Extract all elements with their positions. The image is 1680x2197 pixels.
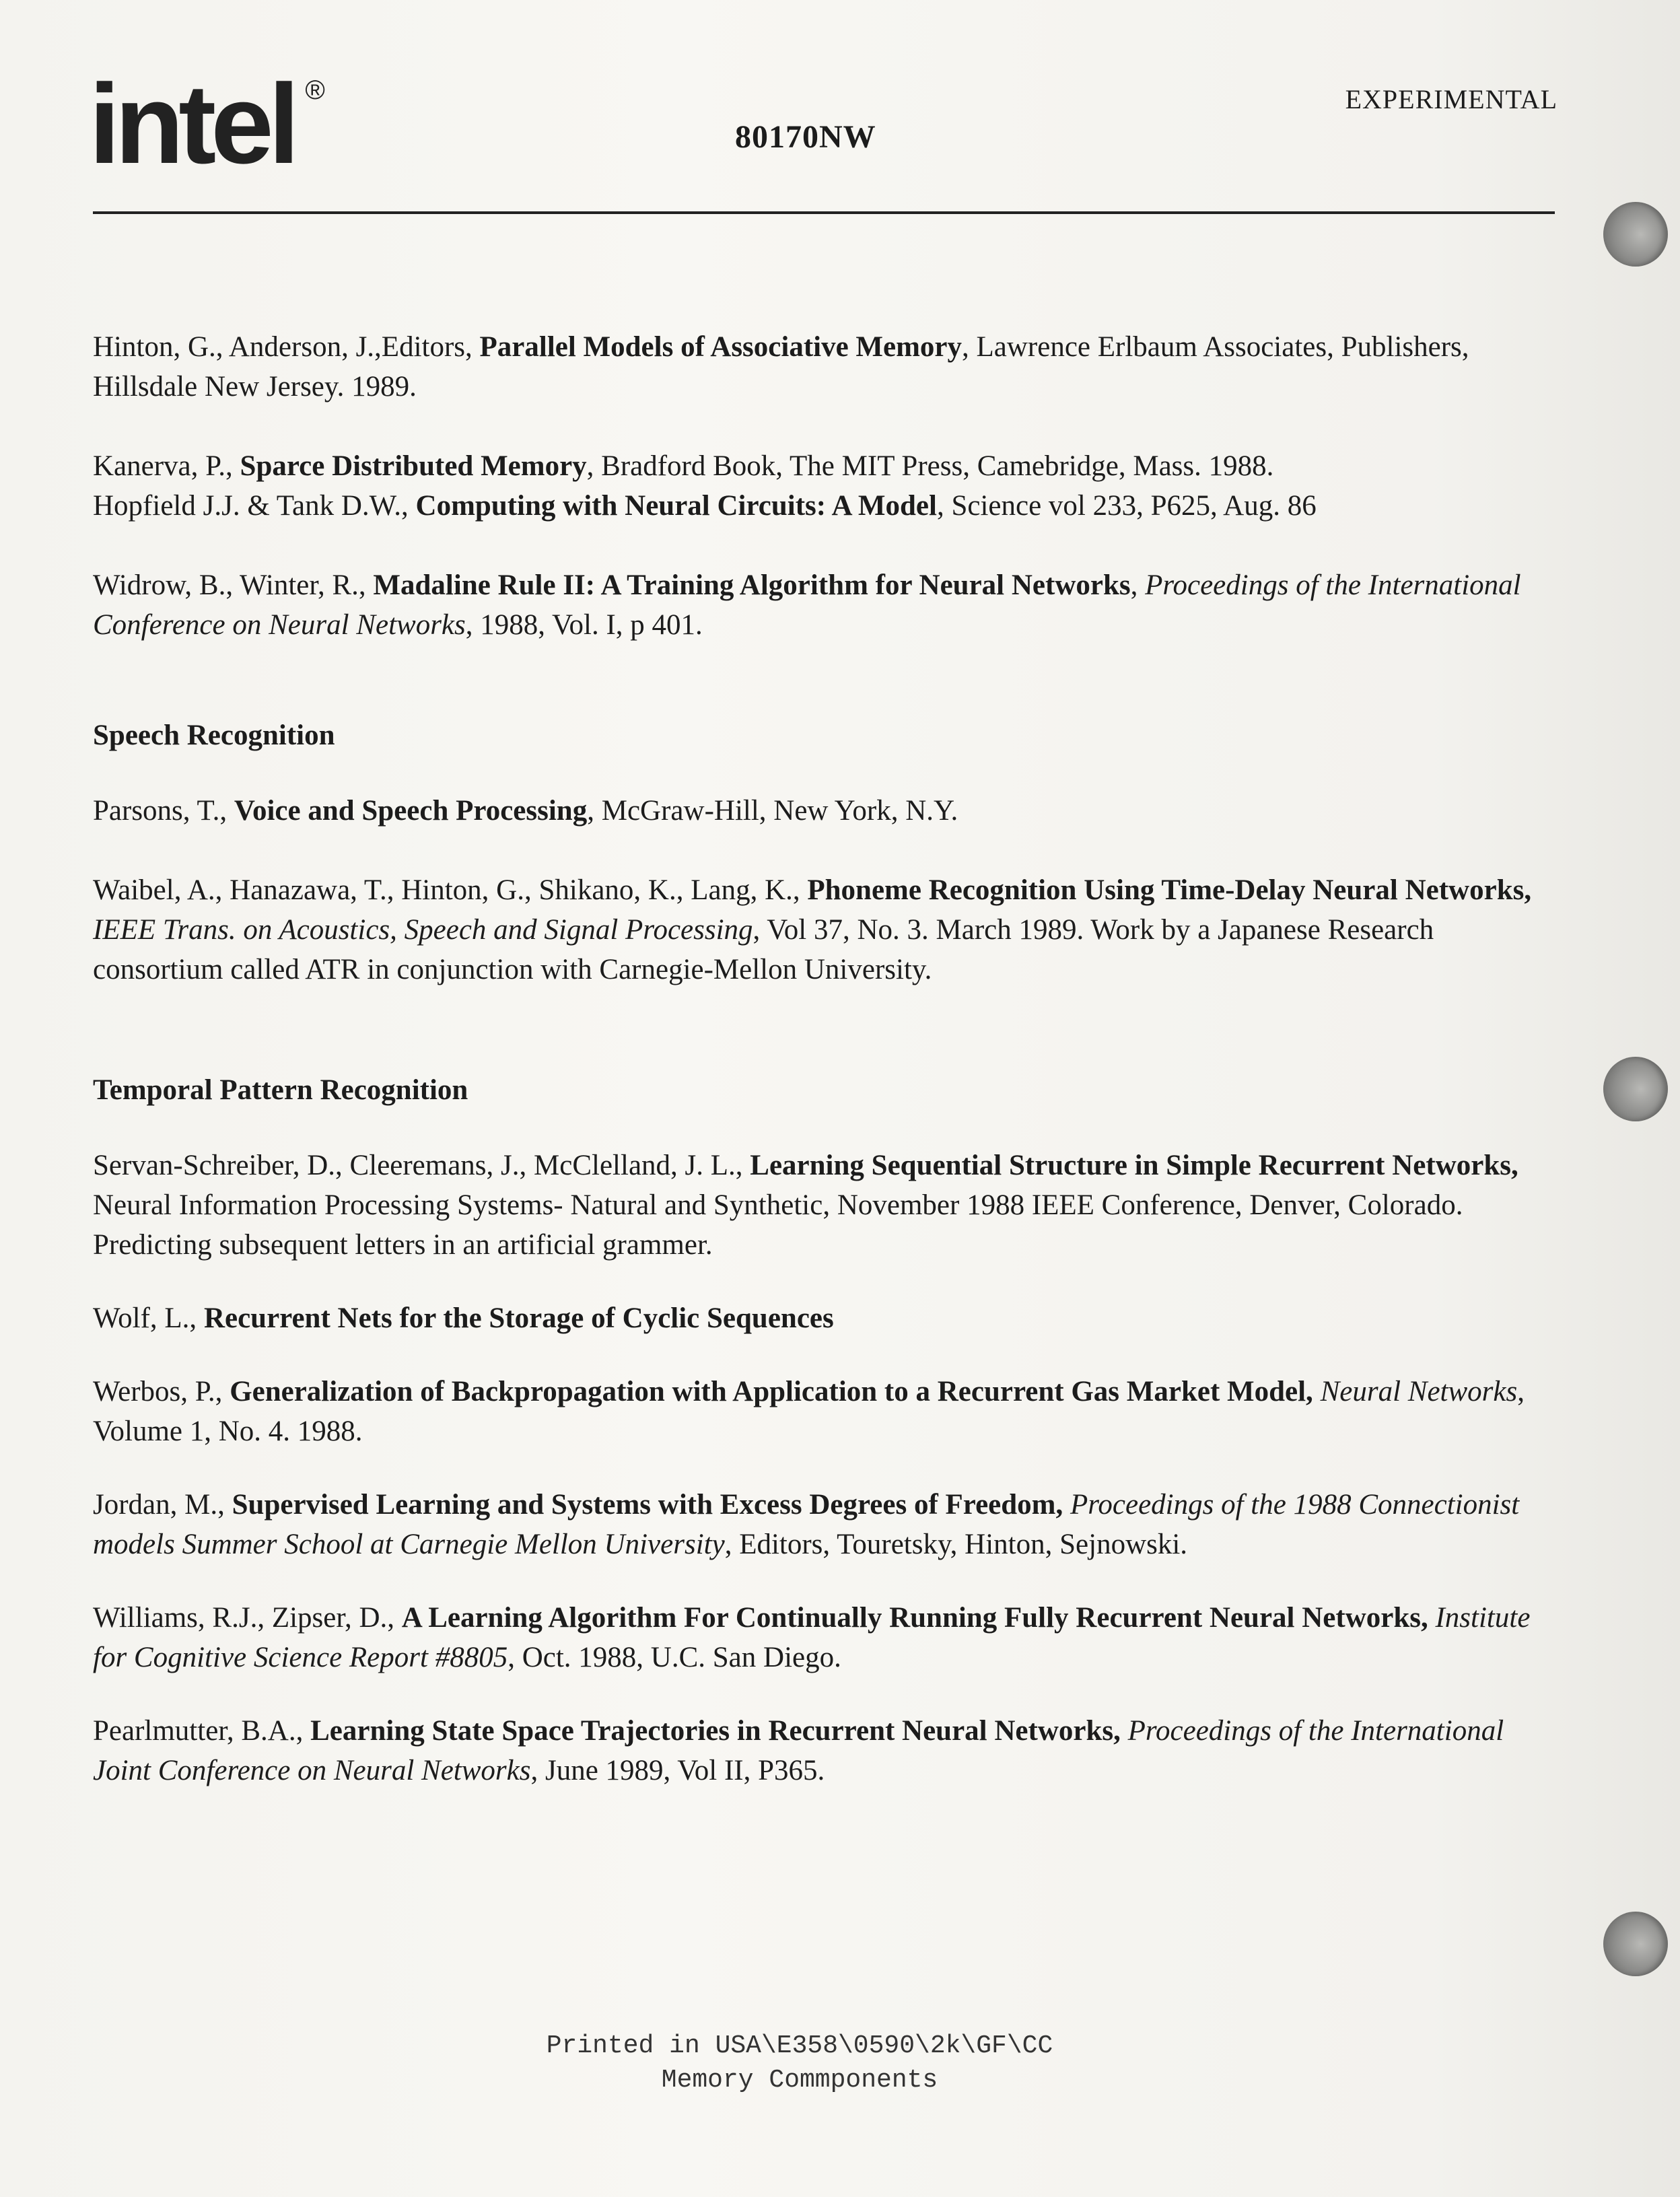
reference-text: Hopfield J.J. & Tank D.W., (93, 490, 416, 522)
reference-text: Wolf, L., (93, 1302, 204, 1334)
reference-entry (93, 327, 1547, 407)
binder-hole-middle (1603, 1057, 1668, 1121)
reference-list (93, 327, 1547, 1790)
reference-title: Parallel Models of Associative Memory (479, 331, 963, 363)
reference-text: , Volume 1, No. 4. 1988. (93, 1376, 1525, 1447)
reference-title: Computing with Neural Circuits: A Model (415, 490, 937, 522)
reference-title: Generalization of Backpropagation with Application to a Recurrent Gas Market Model, (230, 1376, 1313, 1407)
logo-text: intel (89, 61, 295, 187)
header-divider (93, 211, 1555, 214)
reference-entry (93, 565, 1547, 645)
reference-text: , 1988, Vol. I, p 401. (465, 609, 703, 641)
reference-entry (93, 446, 1547, 486)
reference-text: Neural Information Processing Systems- Natural and Synthetic, November 1988 IEEE Conference, Denver, Colorado. Predicting subsequent letters in an artificial grammer. (93, 1189, 1463, 1261)
reference-text: Williams, R.J., Zipser, D., (93, 1602, 402, 1634)
reference-source: Institute for Cognitive Science Report #8805 (93, 1602, 1531, 1673)
reference-source: Neural Networks (1320, 1376, 1518, 1407)
reference-text: Waibel, A., Hanazawa, T., Hinton, G., Shikano, K., Lang, K., (93, 874, 808, 906)
reference-text: Werbos, P., (93, 1376, 230, 1407)
reference-entry (93, 486, 1547, 526)
reference-title: Learning Sequential Structure in Simple Recurrent Networks, (750, 1150, 1518, 1181)
reference-title: Phoneme Recognition Using Time-Delay Neural Networks, (807, 874, 1532, 906)
reference-entry (93, 1485, 1547, 1564)
binder-hole-top (1603, 202, 1668, 267)
reference-entry (93, 791, 1547, 831)
registered-mark: ® (305, 75, 325, 105)
reference-text: Pearlmutter, B.A., (93, 1715, 311, 1747)
reference-text (1063, 1489, 1070, 1521)
reference-entry (93, 1711, 1547, 1790)
reference-text: Kanerva, P., (93, 450, 240, 482)
reference-source: Proceedings of the International Joint Conference on Neural Networks (93, 1715, 1504, 1786)
reference-entry (93, 1146, 1547, 1265)
section-heading-speech: Speech Recognition (93, 720, 335, 751)
reference-text: Hinton, G., Anderson, J.,Editors, (93, 331, 480, 363)
reference-title: A Learning Algorithm For Continually Running Fully Recurrent Neural Networks, (401, 1602, 1428, 1634)
footer-category: Memory Commponents (661, 2066, 938, 2095)
reference-text: Servan-Schreiber, D., Cleeremans, J., McClelland, J. L., (93, 1150, 750, 1181)
print-footer (0, 2029, 1599, 2097)
reference-text: , Oct. 1988, U.C. San Diego. (508, 1642, 841, 1673)
reference-text: , Lawrence Erlbaum Associates, Publishers, Hillsdale New Jersey. 1989. (93, 331, 1469, 403)
reference-title: Supervised Learning and Systems with Excess Degrees of Freedom, (232, 1489, 1063, 1521)
binder-hole-bottom (1603, 1912, 1668, 1976)
reference-text: , Vol 37, No. 3. March 1989. Work by a Japanese Research consortium called ATR in conjunction with Carnegie-Mellon University. (93, 914, 1434, 985)
reference-entry (93, 1372, 1547, 1451)
intel-logo (89, 61, 325, 187)
reference-entry (93, 1298, 1547, 1338)
reference-text (1313, 1376, 1321, 1407)
footer-print-code: Printed in USA\E358\0590\2k\GF\CC (546, 2031, 1053, 2060)
reference-text: , McGraw-Hill, New York, N.Y. (587, 795, 958, 827)
reference-title: Recurrent Nets for the Storage of Cyclic Sequences (203, 1302, 834, 1334)
reference-text (1121, 1715, 1128, 1747)
reference-source: Proceedings of the International Conference on Neural Networks (93, 569, 1521, 641)
reference-text (1428, 1602, 1436, 1634)
reference-source: IEEE Trans. on Acoustics, Speech and Signal Processing (93, 914, 753, 946)
reference-title: Madaline Rule II: A Training Algorithm for Neural Networks (373, 569, 1131, 601)
reference-title: Voice and Speech Processing (234, 795, 588, 827)
reference-text: Jordan, M., (93, 1489, 232, 1521)
reference-entry (93, 1598, 1547, 1677)
document-id: 80170NW (735, 119, 876, 155)
section-heading-temporal: Temporal Pattern Recognition (93, 1074, 468, 1106)
reference-text: , Bradford Book, The MIT Press, Camebridge, Mass. 1988. (586, 450, 1274, 482)
reference-entry (93, 870, 1547, 989)
reference-text: , Editors, Touretsky, Hinton, Sejnowski. (724, 1529, 1188, 1560)
reference-source: Proceedings of the 1988 Connectionist models Summer School at Carnegie Mellon University (93, 1489, 1520, 1560)
reference-title: Learning State Space Trajectories in Recurrent Neural Networks, (310, 1715, 1121, 1747)
reference-title: Sparce Distributed Memory (240, 450, 587, 482)
reference-text: Widrow, B., Winter, R., (93, 569, 374, 601)
reference-text: , Science vol 233, P625, Aug. 86 (936, 490, 1317, 522)
reference-text: , (1130, 569, 1146, 601)
status-label: EXPERIMENTAL (1345, 84, 1558, 114)
reference-text: Parsons, T., (93, 795, 234, 827)
reference-text: , June 1989, Vol II, P365. (530, 1755, 825, 1786)
